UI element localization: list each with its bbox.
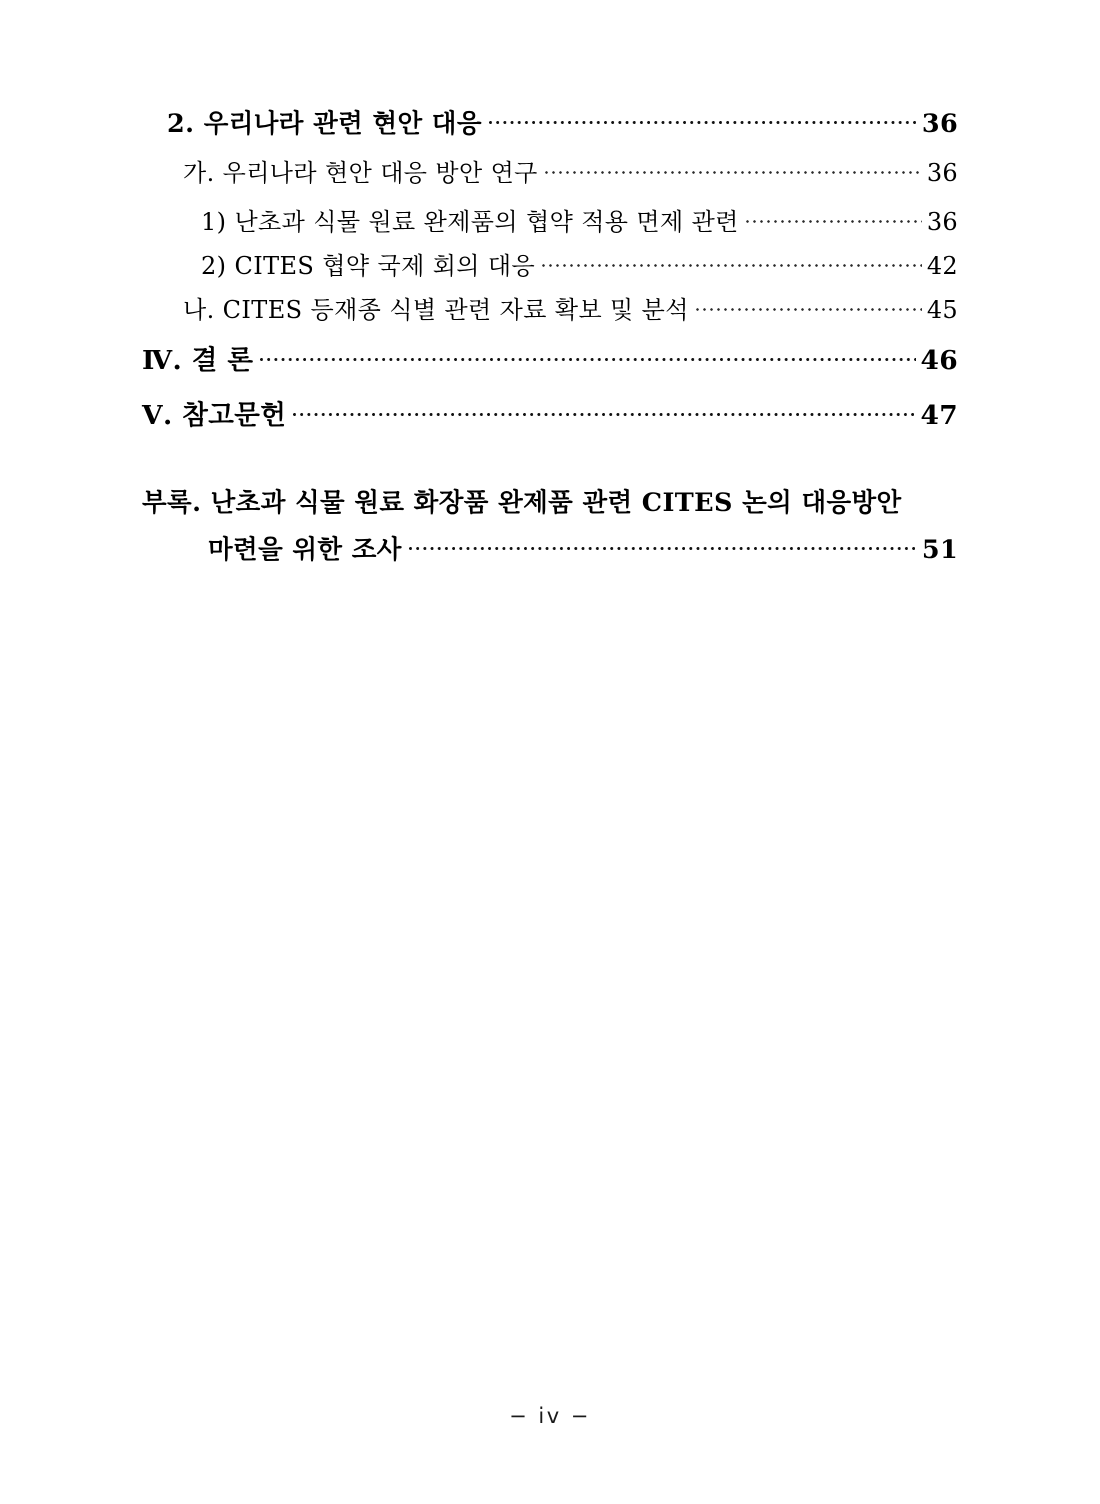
leader-dots: [696, 294, 922, 318]
toc-entry-label: Ⅳ. 결 론: [142, 345, 254, 376]
toc-entry-appendix[interactable]: [142, 483, 1100, 566]
toc-entry-chapter-4[interactable]: [142, 338, 1100, 377]
toc-entry-page-number: 36: [926, 208, 958, 236]
toc-entry-appendix-label-line1: 부록. 난초과 식물 원료 화장품 완제품 관련 CITES 논의 대응방안: [142, 488, 902, 518]
toc-entry-label: 1) 난초과 식물 원료 완제품의 협약 적용 면제 관련: [201, 208, 739, 236]
leader-dots: [409, 533, 917, 559]
toc-entry-sub-ga[interactable]: [183, 153, 1100, 188]
toc-entry-chapter-5[interactable]: [142, 393, 1100, 432]
leader-dots: [746, 206, 922, 230]
toc-entry-page-number: 47: [920, 400, 958, 431]
toc-entry-sub-1[interactable]: [201, 202, 1100, 237]
toc-entry-page-number: 45: [926, 296, 958, 324]
leader-dots: [260, 343, 915, 370]
leader-dots: [545, 157, 922, 181]
toc-entry-label: Ⅴ. 참고문헌: [142, 400, 287, 431]
toc-entry-page-number: 42: [926, 252, 958, 280]
leader-dots: [293, 398, 915, 425]
toc-entry-sub-na[interactable]: [183, 290, 1100, 325]
toc-entry-page-number: 36: [921, 109, 958, 139]
leader-dots: [489, 107, 917, 133]
toc-entry-label: 2. 우리나라 관련 현안 대응: [167, 109, 482, 139]
toc-entry-label: 2) CITES 협약 국제 회의 대응: [201, 252, 536, 280]
toc-entry-appendix-label-line2: 마련을 위한 조사: [208, 535, 402, 565]
toc-entry-page-number: 36: [926, 159, 958, 187]
page-number-footer: − iv −: [509, 1404, 591, 1428]
leader-dots: [542, 250, 922, 274]
toc-entry-page-number: 51: [921, 535, 958, 565]
toc-entry-label: 가. 우리나라 현안 대응 방안 연구: [183, 159, 538, 187]
toc-entry-page-number: 46: [920, 345, 958, 376]
toc-entry-appendix-line2: [142, 530, 958, 566]
toc-entry-sub-2[interactable]: [201, 246, 1100, 281]
toc-entry-label: 나. CITES 등재종 식별 관련 자료 확보 및 분석: [183, 296, 689, 324]
toc-entry-section-2[interactable]: [167, 104, 1100, 140]
